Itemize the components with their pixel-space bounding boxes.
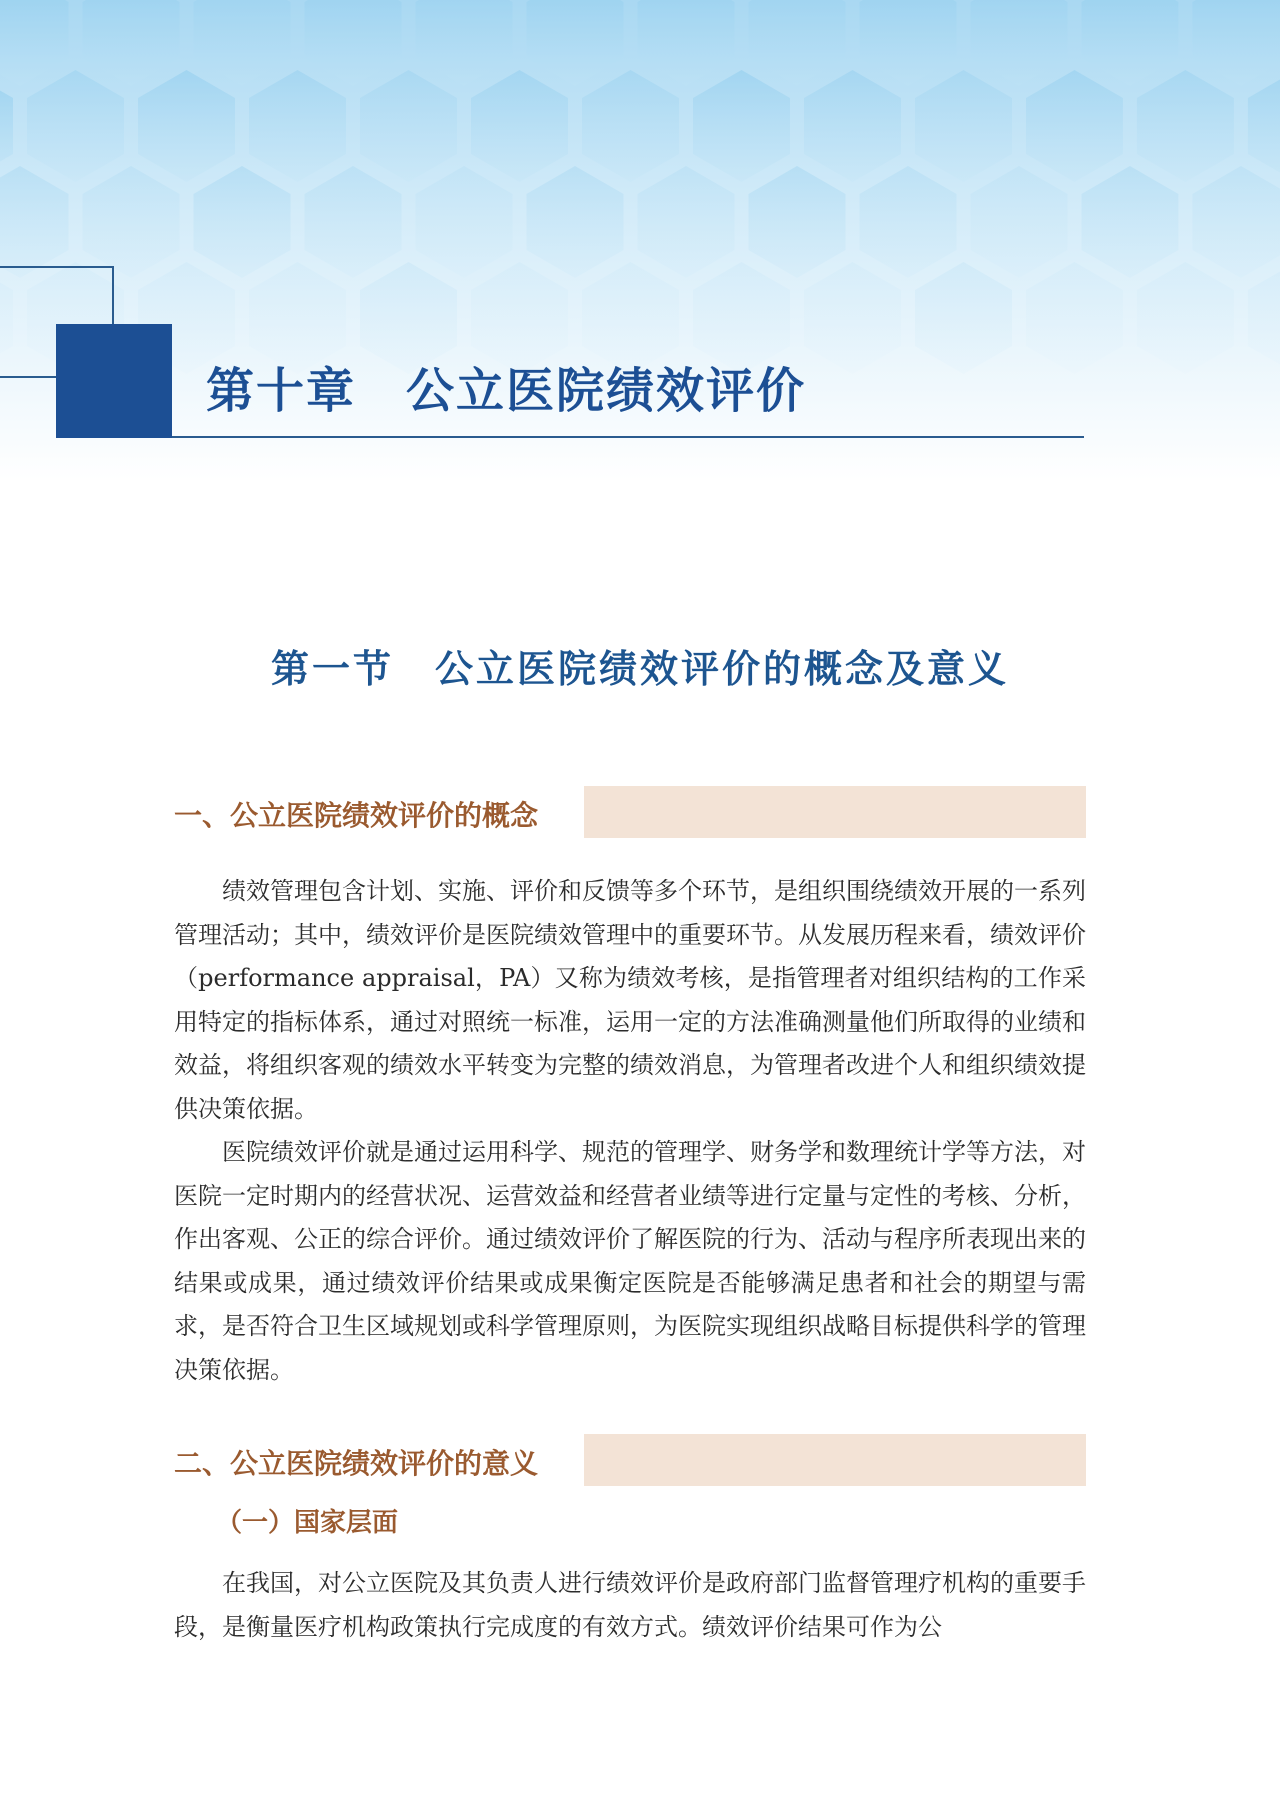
paragraph-1: 绩效管理包含计划、实施、评价和反馈等多个环节，是组织围绕绩效开展的一系列管理活动；其中，绩效评价是医院绩效管理中的重要环节。从发展历程来看，绩效评价（performance appraisal，PA）又称为绩效考核，是指管理者对组织结构的工作采用特定的指标体系，通过对照统一标准，运用一定的方法准确测量他们所取得的业绩和效益，将组织客观的绩效水平转变为完整的绩效消息，为管理者改进个人和组织绩效提供决策依据。 — [174, 877, 1086, 1123]
part1-heading-bar — [174, 786, 1086, 838]
chapter-frame-line-bottom — [0, 376, 58, 378]
paragraph-3: 在我国，对公立医院及其负责人进行绩效评价是政府部门监督管理疗机构的重要手段，是衡量医疗机构政策执行完成度的有效方式。绩效评价结果可作为公 — [174, 1569, 1086, 1641]
chapter-underline — [172, 436, 1084, 438]
heading-highlight — [584, 786, 1086, 838]
heading-highlight — [584, 1434, 1086, 1486]
part1-heading: 一、公立医院绩效评价的概念 — [174, 799, 539, 832]
paragraph-2: 医院绩效评价就是通过运用科学、规范的管理学、财务学和数理统计学等方法，对医院一定时期内的经营状况、运营效益和经营者业绩等进行定量与定性的考核、分析，作出客观、公正的综合评价。通过绩效评价了解医院的行为、活动与程序所表现出来的结果或成果，通过绩效评价结果或成果衡定医院是否能够满足患者和社会的期望与需求，是否符合卫生区域规划或科学管理原则，为医院实现组织战略目标提供科学的管理决策依据。 — [174, 1138, 1086, 1384]
section-title: 第一节 公立医院绩效评价的概念及意义 — [270, 646, 1009, 691]
chapter-frame-line-vertical — [112, 266, 114, 328]
chapter-title: 第十章 公立医院绩效评价 — [206, 363, 807, 419]
chapter-frame-line-top — [0, 266, 114, 268]
part2-heading-bar — [174, 1434, 1086, 1486]
chapter-color-block — [56, 324, 172, 438]
part2-heading: 二、公立医院绩效评价的意义 — [174, 1447, 539, 1480]
sub-heading-national: （一）国家层面 — [216, 1508, 399, 1538]
